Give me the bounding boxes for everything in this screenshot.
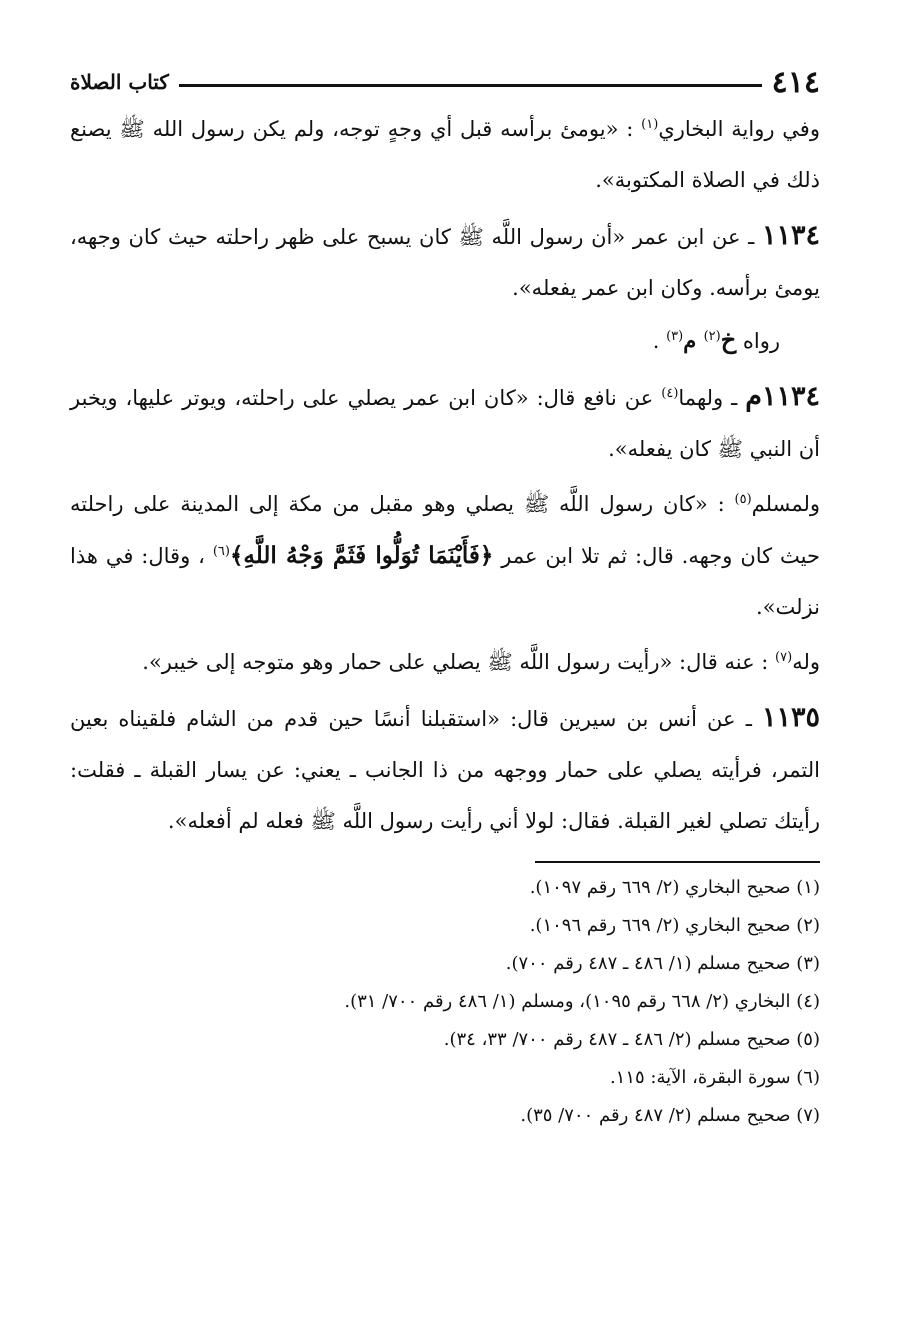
text-segment: : «يومئ برأسه قبل أي وجهٍ توجه، ولم يكن رسول الله ﷺ يصنع ذلك في الصلاة المكتوبة». xyxy=(70,117,820,192)
footnote-separator xyxy=(535,861,820,863)
hadith-1135 xyxy=(70,692,820,847)
hadith-number: ١١٣٤ xyxy=(761,220,820,251)
hadith-number: ١١٣٥ xyxy=(761,702,820,733)
footnote-ref: (١) xyxy=(641,117,659,132)
footnote-ref: (٥) xyxy=(734,492,752,507)
footnote: (٥) صحيح مسلم (٢/ ٤٨٦ ـ ٤٨٧ رقم ٧٠٠/ ٣٣، ٣٤). xyxy=(443,1029,820,1050)
hadith-1134m xyxy=(70,371,820,475)
text-segment: ـ ولهما xyxy=(678,386,746,410)
riwayah-line xyxy=(70,314,820,367)
footnote: (٢) صحيح البخاري (٢/ ٦٦٩ رقم ١٠٩٦). xyxy=(529,915,820,936)
paragraph-muslim xyxy=(70,479,820,633)
text-segment: : «كان رسول اللَّه ﷺ يصلي وهو مقبل من مكة إلى المدينة على راحلته حيث كان وجهه. قال: ثم تلا ابن عمر xyxy=(70,492,820,568)
book-page xyxy=(70,60,820,1310)
paragraph-lahu xyxy=(70,637,820,688)
footnote-ref: (٣) xyxy=(666,329,684,344)
header-rule xyxy=(179,84,762,87)
text-segment: ، وقال: في هذا نزلت». xyxy=(70,544,820,619)
source-m: م xyxy=(683,328,704,353)
hadith-text: ـ عن ابن عمر «أن رسول اللَّه ﷺ كان يسبح على ظهر راحلته حيث كان وجهه، يومئ برأسه. وكان ابن عمر يفعله». xyxy=(70,225,820,300)
footnote-ref: (٤) xyxy=(661,386,679,401)
hadith-text: ـ عن أنس بن سيرين قال: «استقبلنا أنسًا حين قدم من الشام فلقيناه بعين التمر، فرأيته يصلي على حمار ووجهه من ذا الجانب ـ يعني: عن يسار القبلة ـ فقلت: رأيتك تصلي لغير القبلة. فقال: لولا أني رأيت رسول اللَّه ﷺ فعله لم أفعله». xyxy=(70,707,820,833)
book-title: كتاب الصلاة xyxy=(70,70,169,94)
text-segment: ولمسلم xyxy=(751,492,820,516)
footnote-ref: (٦) xyxy=(212,544,230,559)
text-segment: رواه xyxy=(736,329,780,353)
text-segment: وله xyxy=(792,650,820,674)
page-header xyxy=(70,60,820,104)
text-segment: . xyxy=(652,329,667,353)
footnote-ref: (٧) xyxy=(775,650,793,665)
footnote: (٦) سورة البقرة، الآية: ١١٥. xyxy=(609,1067,820,1088)
hadith-text: عن نافع قال: «كان ابن عمر يصلي على راحلته، ويوتر عليها، ويخبر أن النبي ﷺ كان يفعله». xyxy=(70,386,820,461)
footnote: (٧) صحيح مسلم (٢/ ٤٨٧ رقم ٧٠٠/ ٣٥). xyxy=(520,1105,820,1126)
quran-ayah: ﴿فَأَيْنَمَا تُوَلُّوا فَثَمَّ وَجْهُ اللَّهِ﴾ xyxy=(229,542,494,569)
hadith-1134 xyxy=(70,210,820,314)
footnotes xyxy=(70,869,820,1135)
text-segment: : عنه قال: «رأيت رسول اللَّه ﷺ يصلي على حمار وهو متوجه إلى خيبر». xyxy=(142,650,776,674)
footnote: (٤) البخاري (٢/ ٦٦٨ رقم ١٠٩٥)، ومسلم (١/ ٤٨٦ رقم ٧٠٠/ ٣١). xyxy=(344,991,820,1012)
paragraph-bukhari-riwayah xyxy=(70,104,820,206)
hadith-number: ١١٣٤م xyxy=(745,381,821,412)
source-kh: خ xyxy=(720,325,737,354)
footnote: (٣) صحيح مسلم (١/ ٤٨٦ ـ ٤٨٧ رقم ٧٠٠). xyxy=(505,953,820,974)
footnote: (١) صحيح البخاري (٢/ ٦٦٩ رقم ١٠٩٧). xyxy=(529,877,820,898)
page-number: ٤١٤ xyxy=(771,64,820,100)
text-segment: وفي رواية البخاري xyxy=(658,117,820,141)
footnote-ref: (٢) xyxy=(703,329,721,344)
